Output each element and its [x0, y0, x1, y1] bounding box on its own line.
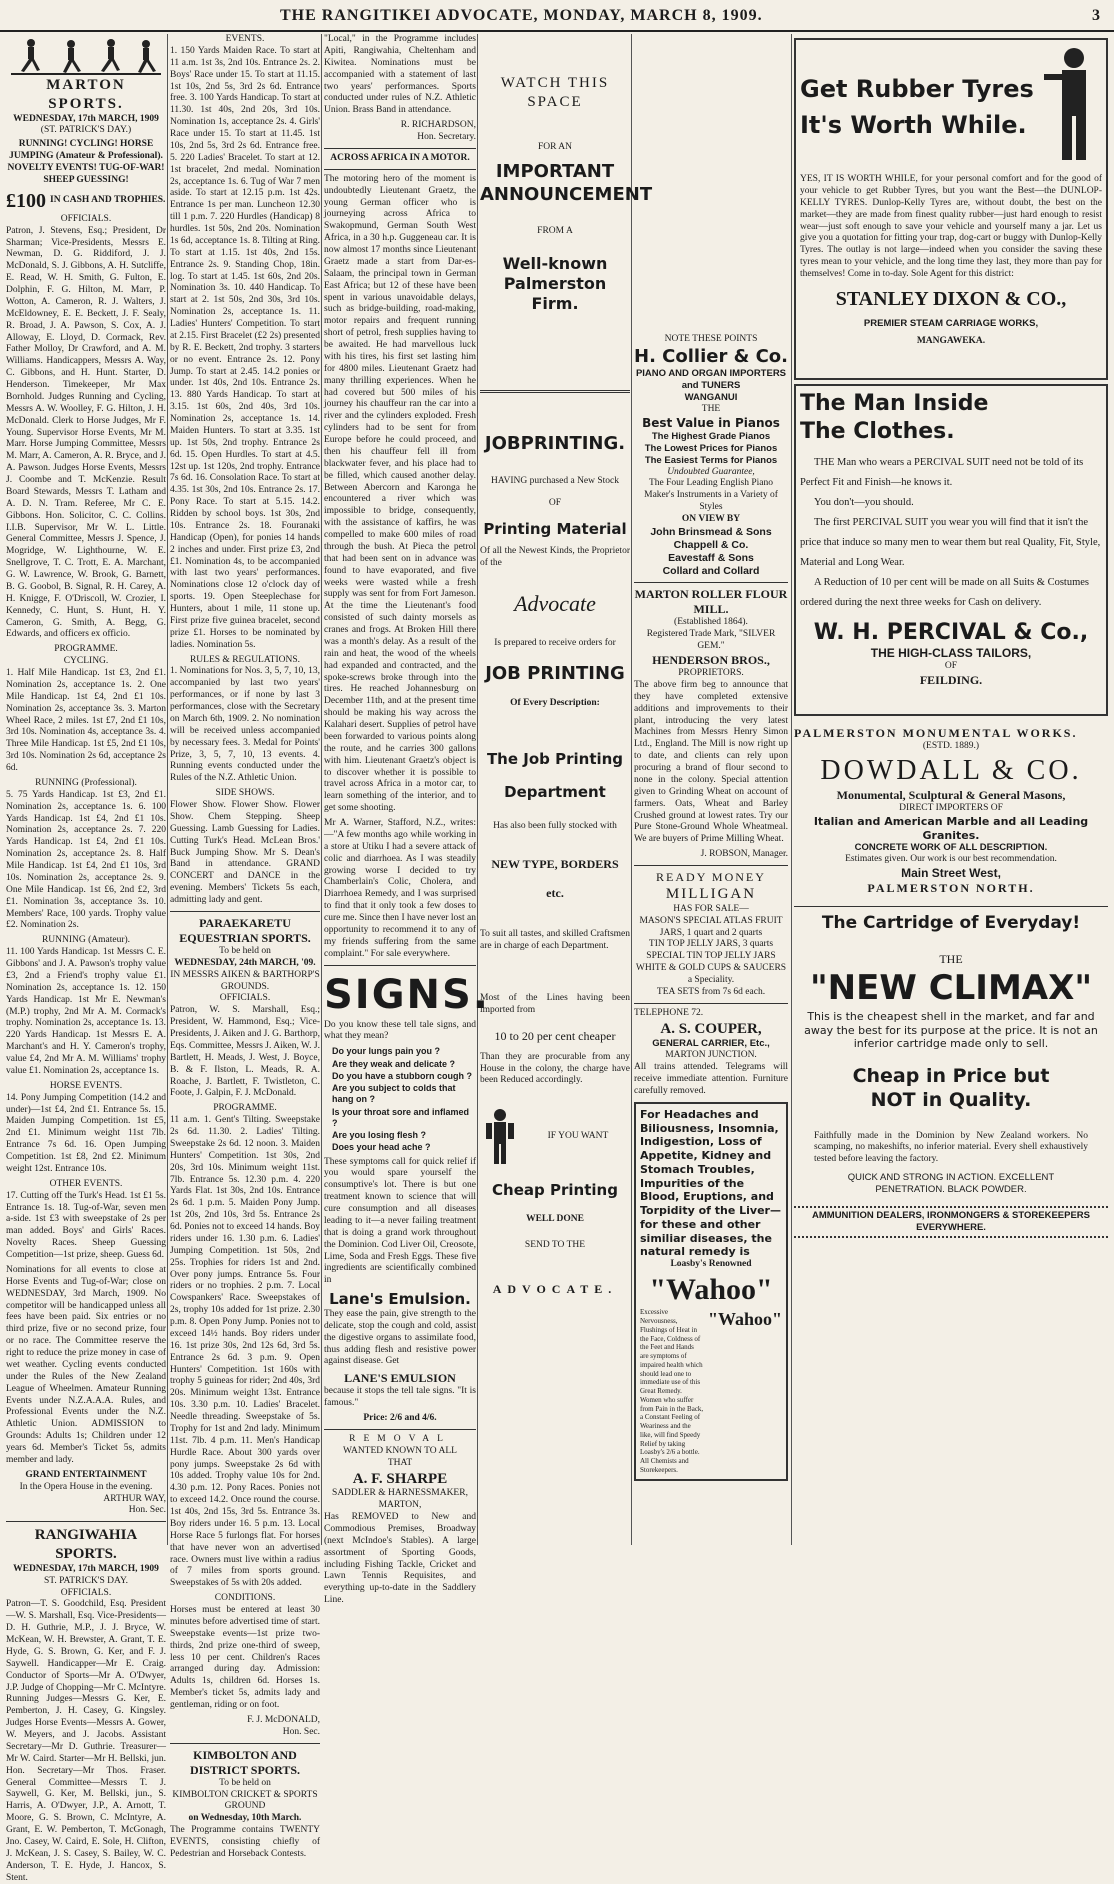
marton-subdate: (ST. PATRICK'S DAY.) — [40, 125, 132, 136]
horse-heading: HORSE EVENTS. — [49, 1080, 123, 1091]
column-divider — [321, 34, 322, 1545]
conditions-heading: CONDITIONS. — [214, 1593, 276, 1604]
wahoo-ad — [634, 1102, 788, 1481]
side-heading: SIDE SHOWS. — [215, 788, 275, 799]
paraekaretu-programme: 11 a.m. 1. Gent's Tilting. Sweepstake 2s 6d. 11.30. 2. Ladies' Tilting. Sweepstake 2s 6d. 12 noon. 3. Maiden Hunters' Competition. 1st 30s, 2nd 20s, 3rd 10s. Minimum weight 11st. 7lb. Entrance 5s. 12.30 p.m. 4. 220 Yards Flat. 1st 30s, 2nd 10s. Entrance 2s 6d. 1 p.m. 5. Maiden Pony Jump. 1st 20s, 2nd 10s, 3rd 5s. Entrance 2s 6d. Ponies not to exceed 14 hands. Boy riders under 16. 1.30 p.m. 6. Ladies' Jumping Competition. 1st 50s, 2nd 25s. Trophies for riders 1st and 2nd. Over pony jumps. Entrance 5s. Four riders or no trophies. 2 p.m. 7. Local Cowspankers' Race. Sweepstakes of 2s, trophy 10s added for 1st prize. 2.30 p.m. 8. Open Pony Jump. Ponies not to exceed 14½ hands. Boy riders under 16. 1st prize 30s, 2nd 12s 6d, 3rd 5s. Entrance 2s 6d. 3 p.m. 9. Open Hunters' Competition. 1st 160s with trophy 5 guineas for rider; 2nd 40s, 3rd 20s. Minimum weight 13st. Entrance 10s. 3.30 p.m. 10. Ladies' Bracelet. Needle threading. Sweepstake of 5s. Trophy for 1st and 2nd lady. Minimum 11st. 7lb. 4 p.m. 11. Men's Handicap Hurdle Race. About 300 yards over pony jumps. Sweepstake 2s 6d with 10s added. Trophy value 10s for 2nd. 4.30 p.m. 12. Pony Races. Ponies not to exceed 14.2. Once round the course. 1st 40s, 2nd 15s, 3rd 5s. Entrance 3s. Boy riders under 16. 5 p.m. 13. Local Horse Race 5 furlongs flat. For horses that have never won an advertised race. Owners must live within a radius of 7 miles from sports ground. Sweepstakes of 5s with 20s added. — [170, 1115, 320, 1589]
lanes-brand: Lane's Emulsion. — [329, 1290, 471, 1309]
question-item: Is your throat sore and inflamed ? — [332, 1106, 470, 1128]
question-item: Are they weak and delicate ? — [332, 1058, 456, 1069]
column-3 — [324, 34, 491, 1606]
having-text: HAVING purchased a New Stock — [490, 475, 620, 486]
removed-text: Has REMOVED to New and Commodious Premises, Broadway (next McIndoe's Stables). A large assortment of Sporting Goods, including Fishing Tackle, Cricket and Lawn Tennis Requisites, and everything up-to-date in the Saddlery Line. — [324, 1512, 476, 1606]
newspaper-title: THE RANGITIKEI ADVOCATE, MONDAY, MARCH 8, 1909. — [280, 7, 763, 24]
collier-name: H. Collier & Co. — [634, 345, 788, 367]
best-value: Best Value in Pianos — [642, 415, 780, 430]
mill-text: The above firm beg to announce that they have completed extensive additions and improvements to their plant, introducing the very latest Machines from Messrs Henry Simon Ltd., England. The Mill is now right up to date, and clients can rely upon procuring a brand of flour second to none in the colony. Special attention given to Grinding Wheat on account of farmers. Oats, Wheat and Barley Crushed ground at lowest rates. Try our Pure Stone-Ground Whole Wheatmeal. We are buyers of Prime Milling Wheat. — [634, 679, 788, 845]
paraekaretu-held: To be held on — [219, 945, 271, 956]
kimbolton-date: on Wednesday, 10th March. — [188, 1813, 302, 1824]
cheaper-text: 10 to 20 per cent cheaper — [494, 1028, 616, 1043]
column-4 — [480, 34, 653, 1545]
jobprinting-heading: JOBPRINTING. — [484, 433, 626, 455]
dealers-text: AMMUNITION DEALERS, IRONMONGERS & STOREKEEPERS EVERYWHERE. — [794, 1206, 1108, 1238]
masons: Monumental, Sculptural & General Masons, — [836, 787, 1066, 802]
rangiwahia-subdate: ST. PATRICK'S DAY. — [43, 1575, 129, 1586]
nominations-text: Nominations for all events to close at Horse Events and Tug-of-War; close on WEDNESDAY, 3rd March, 1909. No competitor will be handicapped unless all fees have been paid. Six entries or no third prize, five or no second prize, four or no race. The Committee reserve the right to reduce the prize money in case of wet weather. Cycling events conducted under the Rules of the New Zealand League of Wheelmen. Amateur Running Events under N.Z.A.A.A. Rules, and Professional Events under the N.Z. Athletic Union. ADMISSION to Grounds: Adults 1s; Children under 12 years 6d. Member's Ticket 5s, admits member and lady. — [6, 1264, 166, 1465]
guarantee: Undoubted Guarantee, — [667, 466, 755, 477]
other-heading: OTHER EVENTS. — [49, 1178, 123, 1189]
mangaweka: MANGAWEKA. — [916, 335, 986, 346]
officials-heading: OFFICIALS. — [60, 213, 112, 224]
faithfully-text: Faithfully made in the Dominion by New Zealand workers. No scamping, no makeshifts, no inferior material. Every shell exhaustively tested before leaving the factory. — [814, 1130, 1088, 1165]
local-note: "Local," in the Programme includes Apiti, Rangiwahia, Cheltenham and Kiwitea. Nominations must be accompanied with a statement of last two years' performances. Sports conducted under rules of N.Z. Athletic Union. Brass Band in attendance. — [324, 34, 476, 116]
programme-heading: PROGRAMME. — [54, 644, 118, 655]
column-divider — [631, 34, 632, 1545]
percival-text — [800, 453, 1102, 613]
piano-text: PIANO AND ORGAN IMPORTERS and TUNERS — [635, 368, 787, 392]
wahoo-brand-2: "Wahoo" — [707, 1309, 782, 1330]
man-figure-icon — [480, 1107, 520, 1167]
proprietors: PROPRIETORS. — [678, 668, 744, 678]
kimbolton-heading: KIMBOLTON AND DISTRICT SPORTS. — [189, 1747, 301, 1777]
percival-paragraph: You don't—you should. — [814, 496, 914, 508]
officials-list: Patron, J. Stevens, Esq.; President, Dr Sharman; Vice-Presidents, Messrs E. Newman, D. G. Riddiford, J. J. McDonald, S. J. Gibbons, A. H. Sutcliffe, E. Read, W. H. Smith, G. Fulton, E. Dolphin, F. G. Hilton, M. Marr, P. Wotton, A. Cameron, R. J. Walters, J. McEldowney, E. E. Beckett, J. F. Sealy, R. Broad, J. A. Pawson, S. Cox, A. J. Alloway, E. Lloyd, D. Cormack, Rev. Father Molloy, Dr Crawford, and A. M. Williams. Handicappers, Messrs A. Way, C. Gibbons, and H. Hunt. Starter, D. Henderson. Timekeeper, Mr Max Bornhold. Judges Running and Cycling, Messrs A. W. Woolley, F. G. Hilton, J. H. McDonald. Clerk to Horse Judges, Mr F. Young. Supervisor Horse Events, Mr M. Marr. Horse Jumping Committee, Messrs M. Marr, A. Cameron, A. R. Bryce, and J. A. Pawson. Judges Horse Events, Messrs J. Coombe and T. McKenzie. Result Board Stewards, Messrs T. Latham and A. D. N. Tram. Referee, Mr C. E. Gibbons. Hon. Solicitor, C. C. Collins. I.I.B. Supervisor, Mr W. L. Little. General Committee, Messrs J. Spence, J. Mogridge, W. Lighthourne, W. E. Snellgrove, T. C. Trott, E. A. Marchant, G. W. Lawrence, W. Brook, G. Barnett, B. G. Goobol, B. Signal, R. H. Carey, A. H. Knigge, F. O'Driscoll, W. Crozier, I. Kennedy, C. Hunt, S. Hunt, H. Y. Cameron, G. Smith, A. Begg, G. Edwards, and officers ex officio. — [6, 225, 166, 640]
rubber-head-2: It's Worth While. — [800, 111, 1027, 139]
horse-events: 14. Pony Jumping Competition (14.2 and under)—1st £4, 2nd £1. Entrance 5s. 15. Maiden Jumping Competition. 1st £5, 2nd £1. Minimum weight 11st 7lb. Entrance 7s 6d. 16. Open Jumping Competition. 1st £8, 2nd £2. Minimum weight 12st. Entrance 10s. — [6, 1092, 166, 1174]
suit-text: To suit all tastes, and skilled Craftsmen are in charge of each Department. — [480, 929, 630, 951]
dixon: STANLEY DIXON & CO., — [835, 287, 1067, 310]
quick-text: QUICK AND STRONG IN ACTION. EXCELLENT PENETRATION. BLACK POWDER. — [847, 1172, 1055, 1195]
piano-maker: Chappell & Co. — [673, 539, 749, 551]
column-divider — [477, 34, 478, 1545]
piano-maker: Eavestaff & Sons — [668, 552, 754, 565]
for-an: FOR AN — [537, 141, 573, 152]
lines-text: Most of the Lines having been imported from — [480, 992, 630, 1015]
sale-item: MASON'S SPECIAL ATLAS FRUIT JARS, 1 quart and 2 quarts — [639, 915, 783, 938]
sale-item: TIN TOP JELLY JARS, 3 quarts — [648, 939, 774, 950]
price-text: Price: 2/6 and 4/6. — [363, 1413, 437, 1423]
paraekaretu-officials: Patron, W. S. Marshall, Esq.; President, W. Hammond, Esq.; Vice-Presidents, J. Aiken and J. G. Barthorp, Eqs. Committee, Messrs J. Aiken, W. J. Bartlett, H. Meads, J. West, J. Boyce, B. & F. Ilston, L. Meads, R. A. Roache, J. Bartlett, F. Twistleton, C. Foote, J. Galpin, F. J. McDonald. — [170, 1005, 320, 1099]
rangiwahia-date: WEDNESDAY, 17th MARCH, 1909 — [13, 1563, 159, 1574]
paraekaretu-date: WEDNESDAY, 24th MARCH, '09. — [174, 957, 316, 968]
the-clothes: The Clothes. — [800, 418, 955, 444]
wahoo-small: Excessive Nervousness, Flushings of Heat in the Face, Coldness of the Feet and Hands are symptoms of impaired health which should lead one to immediate use of this Great Remedy. Women who suffer from Pain in the Back, a Constant Feeling of Weariness and the like, will find Speedy Relief by taking Loasby's 2/6 a bottle. All Chemists and Storekeepers. — [640, 1308, 704, 1474]
signs-lead: Do you know these tell tale signs, and what they mean? — [324, 1019, 476, 1042]
from-a: FROM A — [537, 226, 573, 237]
henderson: HENDERSON BROS., — [652, 653, 770, 667]
sale-item: SPECIAL TIN TOP JELLY JARS — [646, 951, 776, 962]
lanes-brand-2: LANE'S EMULSION — [344, 1371, 456, 1386]
wanted-text: WANTED KNOWN TO ALL — [343, 1445, 457, 1456]
rangiwahia-officials-heading: OFFICIALS. — [60, 1587, 112, 1598]
man-pointing-icon — [1042, 44, 1102, 164]
every-text: Of Every Description: — [510, 697, 600, 708]
rubber-head-1: Get Rubber Tyres — [800, 75, 1034, 103]
the-text: THE — [939, 952, 963, 967]
question-item: Do you have a stubborn cough ? — [332, 1070, 473, 1081]
palmerston-north: PALMERSTON NORTH. — [867, 881, 1035, 895]
kimbolton-text: The Programme contains TWENTY EVENTS, consisting chiefly of Pedestrian and Horseback Contests. — [170, 1825, 320, 1859]
signs-heading: SIGNS. — [324, 971, 491, 1018]
column-2 — [170, 34, 320, 1859]
question-item: Are you subject to colds that hang on ? — [332, 1083, 456, 1105]
stocked-text: Has also been fully stocked with — [493, 821, 617, 832]
signed-name: F. J. McDONALD, — [247, 1714, 320, 1725]
column-divider — [791, 34, 792, 1545]
dept-line-2: Department — [504, 782, 606, 801]
running-pro-heading: RUNNING (Professional). — [35, 777, 137, 788]
marton-events: RUNNING! CYCLING! HORSE JUMPING (Amateur & Professional). NOVELTY EVENTS! TUG-OF-WAR! SHEEP GUESSING! — [7, 139, 165, 185]
watch-heading: WATCH THIS SPACE — [500, 75, 610, 110]
percival-name: W. H. PERCIVAL & Co., — [813, 619, 1089, 645]
percival-paragraph: The first PERCIVAL SUIT you wear you will find that it isn't the price that induce so many men to wear them but real Quality, Fit, Style, Material and Long Wear. — [800, 516, 1101, 568]
paraekaretu-heading: PARAEKARETU EQUESTRIAN SPORTS. — [179, 915, 311, 945]
of-text: OF — [944, 661, 958, 671]
sale-list — [634, 916, 788, 999]
works: PREMIER STEAM CARRIAGE WORKS, — [863, 317, 1039, 329]
prepared-text: Is prepared to receive orders for — [494, 637, 616, 648]
that-text: THAT — [387, 1457, 413, 1468]
rangiwahia-heading: RANGIWAHIA SPORTS. — [34, 1527, 138, 1562]
rubber-text: YES, IT IS WORTH WHILE, for your personal comfort and for the good of your vehicle to get Rubber Tyres, but you want the Best—the DUNLOP-KELLY TYRES. Dunlop-Kelly Tyres are, without doubt, the best on the market—they are made from finest quality rubber—just hard enough to resist wear—just soft enough to save your vehicle and yourself many a jar. Let us give you a quotation for fitting your trap, dog-cart or buggy with Dunlop-Kelly Tyres. The outlay is not large—indeed when you consider the saving these tyres mean to your vehicle, and the long time they last, they more than pay for themselves! Come in to-day. Sole Agent for this district: — [800, 174, 1102, 279]
cycling-events: 1. Half Mile Handicap. 1st £3, 2nd £1. Nomination 2s, acceptance 1s. 2. One Mile Handicap. 1st £4, 2nd £1 10s. Nomination 2s, acceptance 3s. 3. Marton Wheel Race, 2 miles. 1st £7, 2nd £1 10s, 3rd 10s. Nomination 4s, acceptance 3s. 4. Three Mile Handicap. 1st £5, 2nd £1 10s, 3rd 10s. Nomination 2s 6d, acceptance 2s 6d. — [6, 668, 166, 773]
dowdall: DOWDALL & CO. — [820, 754, 1082, 786]
runners-illustration — [6, 34, 166, 76]
testimonial: Mr A. Warner, Stafford, N.Z., writes:—"A few months ago while working in a store at Utiku I had a severe attack of colic and diarrhoea. As I was steadily growing worse I decided to try Chamberlain's Colic, Cholera, and Diarrhoea Remedy, and I was surprised to find that it only took a few doses to cure me. Since then I have never lost an opportunity to recommend it to any of my friends suffering from the same complaint." For sale everywhere. — [324, 818, 476, 959]
piano-maker: John Brinsmead & Sons — [650, 525, 772, 538]
piano-makers — [634, 526, 788, 579]
paraekaretu-place: IN MESSRS AIKEN & BARTHORP'S GROUNDS. — [170, 969, 320, 992]
note-points: NOTE THESE POINTS — [664, 334, 758, 344]
kimbolton-held: To be held on — [219, 1777, 271, 1788]
estimates: Estimates given. Our work is our best recommendation. — [845, 854, 1057, 865]
established: (Established 1864). — [674, 617, 748, 628]
junction: MARTON JUNCTION. — [665, 1050, 757, 1061]
palmerston-firm: Well-known Palmerston Firm. — [502, 254, 608, 314]
rangiwahia-officials: Patron—T. S. Goodchild, Esq. President—W. S. Marshall, Esq. Vice-Presidents—D. H. Guthrie, M.P., J. J. Bryce, W. McKean, W. H. Brewster, A. Grant, T. E. Hyde, G. S. Brown, G. Ker, and F. J. Saywell. Handicapper—Mr E. Craig. Conductor of Sports—Mr A. O'Dwyer, J.P. Judge of Chopping—Mr C. McIntyre. Running Judges—Messrs G. Ker, E. Pemberton, J. H. Casey, G. Kingsley. Judges Horse Events—Messrs A. Gower, W. Meyers, and J. Jacobs. Assistant Secretary—Mr D. Guthrie. Treasurer—Mr W. Caird. Starter—Mr H. Bellski, jun. Hon. Secretary—Mr Thos. Fraser. General Committee—Messrs T. J. Saywell, G. Ker, M. Bellski, jun., S. Harris, A. O'Dwyer, J.P., A. Arnott, T. Moore, G. S. Brown, C. McIntyre, A. Grant, E. W. Pemberton, T. McGonagh, Jno. Casey, W. Caird, E. Sole, H. Clifton, J. McKean, J. S. Casey, S. Bailey, W. C. Anderson, T. E. Hyde, J. Hancox, S. Stent. — [6, 1599, 166, 1883]
page-number: 3 — [1092, 7, 1100, 24]
question-item: Are you losing flesh ? — [332, 1130, 427, 1140]
percival-paragraph: A Reduction of 10 per cent will be made on all Suits & Costumes ordered during the next three weeks for Cash on delivery. — [800, 576, 1090, 608]
because-text: because it stops the tell tale signs. "It is famous." — [324, 1386, 476, 1409]
cheap-printing: Cheap Printing — [492, 1181, 618, 1200]
signed-name: ARTHUR WAY, — [103, 1493, 166, 1504]
wahoo-brand: "Wahoo" — [649, 1272, 773, 1306]
on-view: ON VIEW BY — [681, 514, 741, 524]
grand-sub: In the Opera House in the evening. — [19, 1481, 153, 1492]
cartridge-heading: The Cartridge of Everyday! — [821, 913, 1081, 933]
milligan: MILLIGAN — [665, 886, 757, 902]
saddler-text: SADDLER & HARNESSMAKER, — [332, 1488, 468, 1499]
printing-material: Printing Material — [483, 519, 627, 538]
article-body: The motoring hero of the moment is undoubtedly Lieutenant Graetz, the young German officer who is journeying across Africa to Swakopmund, German South West Africa, in a 30 h.p. Guggeneau car. It is now almost 17 months since Lieutenant Graetz made a start from Dar-es-Salaam, the principal town in German East Africa; but 12 of these have been spent in various unavoidable delays, such as bridge-building, road-making, motor repairs and frequent running short of petrol, fresh supplies having to be awaited. He had marvellous luck with his tires, his first set lasting him for 4800 miles. Lieutenant Graetz had many thrilling experiences. When he had covered but 500 miles of his journey his chauffeur ran the car into a river and the cylinders exploded. Fresh cylinders had to be sent for from Europe before he could proceed, and then his chauffeur fell ill from blackwater fever, and his place had to be filled, which caused another delay. Between Abercorn and Karonga he encountered a river which was impossible to bridge, consequently, with the assistance of kaffirs, he was compelled to make 600 miles of road through the bush. At Pieca the petrol that had been sent on in advance was found to have evaporated, and five weeks were wasted while a fresh supply was sent for from Fort Jameson. At the time the Lieutenant's food consisted of such dainty morsels as cranes and frogs. At Broken Hill there was a month's delay. As a result of the rain and heat, the wood of the wheels had expanded and contracted, and the spoke-screws broke through into the tires. He reached Johannesburg on December 11th, and at the present time should be making his way across the Kalahari desert. Supplies of petrol have been forwarded to various points along the route, and he carries 300 gallons with him. Lieutenant Graetz's object is to discover whether it is possible to travel across Africa in a motor car, to learn something of the interior, and to get some shooting. — [324, 173, 476, 814]
marble: Italian and American Marble and all Leading Granites. — [813, 814, 1089, 842]
tailors: THE HIGH-CLASS TAILORS, — [870, 646, 1032, 660]
masthead — [0, 0, 1114, 32]
piano-points — [634, 431, 788, 467]
running-pro-events: 5. 75 Yards Handicap. 1st £3, 2nd £1. Nomination 2s, acceptance 1s. 6. 100 Yards Handicap. 1st £4, 2nd £1 10s. Nomination 2s, acceptance 2s. 7. 220 Yards Handicap. 1st £4, 2nd £1 10s. Nomination 2s, acceptance 2s. 8. Half Mile Handicap. 1st £4, 2nd £1 10s, 3rd 10s. Nomination 2s, acceptance 2s. 9. One Mile Handicap. 1st £6, 2nd £2, 3rd £1. Nomination 3s, acceptance 3s. 10. Members' Race, 100 yards. Trophy value £2. Nomination 2s. — [6, 789, 166, 931]
ease-text: They ease the pain, give strength to the delicate, stop the cough and cold, assist the digestive organs to assimilate food, thus adding flesh and resistive power against disease. Get — [324, 1308, 476, 1367]
send-to: SEND TO THE — [524, 1239, 586, 1250]
dept-line-1: The Job Printing — [486, 749, 624, 768]
prize-amount: £100 — [6, 189, 46, 212]
conditions-text: Horses must be entered at least 30 minutes before advertised time of start. Sweepstake events—1st prize two-thirds, 2nd prize one-third of sweep, less 10 per cent. Children's Races arranged during day. Admission: Adults 1s, children 6d. Horses 1s. Member's ticket 5s, admits lady and gentleman, riding or on foot. — [170, 1605, 320, 1710]
than-text: Than they are procurable from any House in the colony, the charge have been Reduced accordingly. — [480, 1051, 630, 1086]
importers: DIRECT IMPORTERS OF — [899, 802, 1003, 813]
rules-text: 1. Nominations for Nos. 3, 5, 7, 10, 13, accompanied by last two years' performances, or if none by last 3 performances, close with the Secretary on March 6th, 1909. 2. No nomination will be received unless accompanied by necessary fees. 3. Medal for Points' Prize, 3, 5, 7, 10, 13 events. 4. Running events conducted under the Rules of the N.Z. Athletic Union. — [170, 666, 320, 784]
events-heading: EVENTS. — [225, 34, 265, 44]
percival-paragraph: THE Man who wears a PERCIVAL SUIT need not be told of its Perfect Fit and Finish—he knows it. — [800, 457, 1084, 488]
signed-name: R. RICHARDSON, — [400, 120, 476, 131]
four-makers-text: The Four Leading English Piano Maker's Instruments in a Variety of Styles — [644, 478, 778, 513]
symptoms-text: These symptoms call for quick relief if you would spare yourself the consumptive's lot. There is but one treatment known to science that will cure consumption and all diseases leading to it—a never failing treatment that is doing a grand work throughout the Dominion. Cod Liver Oil, Creosote, Lime, Soda and Fresh Eggs. These five ingredients are scientifically combined in — [324, 1156, 476, 1286]
mill-heading: MARTON ROLLER FLOUR MILL. — [634, 587, 788, 617]
feilding: FEILDING. — [919, 672, 983, 687]
cycling-heading: CYCLING. — [63, 656, 109, 667]
running-am-events: 11. 100 Yards Handicap. 1st Messrs C. E. Gibbons' and J. A. Pawson's trophy value £3, 2nd a Friend's trophy value £1. Nomination 2s, acceptance 1s. 12. 150 Yards Handicap. 1st Mr E. Newman's (M.P.) trophy, 2nd Mr A. M. Cormack's trophy. Nomination 2s, acceptance 1s. 13. 220 Yards Handicap. 1st Messrs E. A. Marchant's and H. Y. Cameron's trophy, value £4, 2nd Mr A. M. Williams' trophy value £1. Nomination 2s, acceptance 1s. — [6, 947, 166, 1076]
rubber-tyres-ad — [794, 38, 1108, 380]
column-divider — [167, 34, 168, 1545]
signed-role: Hon. Sec. — [282, 1726, 320, 1737]
wahoo-lead: For Headaches and Biliousness, Insomnia, Indigestion, Loss of Appetite, Kidney and Stomach Troubles, Impurities of the Blood, Eruptions, and Torpidity of the Liver—for these and other similiar diseases, the natural remedy is — [640, 1107, 781, 1259]
man-inside: The Man Inside — [800, 391, 989, 416]
paraekaretu-officials-heading: OFFICIALS. — [219, 993, 271, 1004]
wanganui: WANGANUI — [684, 392, 738, 404]
question-item: Do your lungs pain you ? — [332, 1046, 440, 1057]
paraekaretu-programme-heading: PROGRAMME. — [213, 1103, 277, 1114]
newest-text: Of all the Newest Kinds, the Proprietor of the — [480, 546, 630, 569]
cheap-line-1: Cheap in Price but — [852, 1065, 1050, 1087]
if-you-want-block — [480, 1107, 630, 1167]
new-type: NEW TYPE, BORDERS — [491, 857, 619, 872]
column-1 — [6, 34, 166, 1883]
couper-text: All trains attended. Telegrams will receive immediate attention. Furniture carefully removed. — [634, 1062, 788, 1096]
questions-list — [332, 1046, 476, 1153]
advocate-caps: ADVOCATE. — [492, 1281, 618, 1296]
grand-entertainment: GRAND ENTERTAINMENT — [25, 1469, 147, 1480]
ready-money: READY MONEY — [656, 870, 766, 884]
trademark: Registered Trade Mark, "SILVER GEM." — [646, 629, 776, 652]
column-5 — [634, 34, 788, 1545]
cheapest-text: This is the cheapest shell in the market, and far and away the best for its purpose at the price. It is not an inferior cartridge made only to sell. — [804, 1009, 1098, 1051]
article-heading: ACROSS AFRICA IN A MOTOR. — [330, 152, 470, 163]
telephone: TELEPHONE 72. — [634, 1007, 704, 1018]
monumental-heading: PALMERSTON MONUMENTAL WORKS. — [794, 726, 1078, 740]
well-done: WELL DONE — [526, 1214, 584, 1224]
side-text: Flower Show. Flower Show. Flower Show. Chem Stepping. Sheep Guessing. Lamb Guessing for Ladies. Cutting Turk's Head. McLean Bros.' Buck Jumping Show. Mr S. Dean's Band in attendance. GRAND CONCERT and DANCE in the evening. Members' Tickets 5s each, admitting lady and gent. — [170, 800, 320, 905]
has-for-sale: HAS FOR SALE— — [673, 903, 749, 914]
carrier: GENERAL CARRIER, Etc., — [652, 1038, 770, 1050]
couper: A. S. COUPER, — [660, 1020, 762, 1037]
street: Main Street West, — [901, 866, 1001, 880]
prize-text: IN CASH AND TROPHIES. — [50, 195, 166, 206]
column-6 — [794, 34, 1108, 1545]
sale-item: TEA SETS from 7s 6d each. — [656, 986, 766, 997]
other-events: 17. Cutting off the Turk's Head. 1st £1 5s. Entrance 1s. 18. Tug-of-War, seven men a-side. 1st £3 with sweepstake of 2s per man added. Boys' and Girls' Races. Novelty Races. Sheep Guessing Competition—1st prize, sheep. Guess 6d. — [6, 1190, 166, 1260]
marton-text: MARTON, — [378, 1500, 422, 1511]
monumental-ad — [794, 726, 1108, 896]
signed-role: Hon. Sec. — [128, 1505, 166, 1516]
mill-manager: J. ROBSON, Manager. — [700, 849, 788, 860]
cheap-line-2: NOT in Quality. — [870, 1088, 1032, 1111]
advocate-logo: Advocate — [514, 591, 596, 616]
signed-role: Hon. Secretary. — [417, 132, 476, 142]
important-heading: IMPORTANT ANNOUNCEMENT — [480, 161, 653, 205]
rules-heading: RULES & REGULATIONS. — [189, 654, 301, 665]
kimbolton-ground: KIMBOLTON CRICKET & SPORTS GROUND — [172, 1789, 318, 1812]
estd: (ESTD. 1889.) — [922, 741, 980, 751]
of-text: OF — [548, 497, 562, 508]
loasby: Loasby's Renowned — [670, 1259, 752, 1269]
job-printing-big: JOB PRINTING — [485, 663, 625, 685]
if-you-want: IF YOU WANT — [547, 1131, 609, 1142]
marton-sports-heading: MARTON SPORTS. — [46, 77, 126, 112]
piano-point: The Highest Grade Pianos — [651, 430, 771, 442]
sharpe-name: A. F. SHARPE — [352, 1470, 448, 1487]
removal-heading: REMOVAL — [349, 1433, 451, 1444]
the-text: THE — [701, 404, 721, 414]
running-am-heading: RUNNING (Amateur). — [41, 935, 131, 946]
piano-point: The Lowest Prices for Pianos — [644, 442, 778, 454]
etc-text: etc. — [546, 886, 564, 901]
prize-line — [6, 189, 166, 214]
sale-item: WHITE & GOLD CUPS & SAUCERS a Speciality. — [635, 963, 787, 985]
question-item: Does your head ache ? — [332, 1142, 431, 1153]
marton-date: WEDNESDAY, 17th MARCH, 1909 — [13, 113, 159, 124]
piano-point: The Easiest Terms for Pianos — [644, 454, 778, 466]
concrete: CONCRETE WORK OF ALL DESCRIPTION. — [854, 842, 1048, 854]
climax-heading: "NEW CLIMAX" — [809, 968, 1093, 1009]
percival-ad — [794, 384, 1108, 716]
piano-maker: Collard and Collard — [662, 565, 760, 578]
events-list: 1. 150 Yards Maiden Race. To start at 11 a.m. 1st 3s, 2nd 10s. Entrance 2s. 2. Boys' Race under 15. To start at 11.15. 1st 10s, 2nd 5s, 3rd 2s 6d. Entrance free. 3. 100 Yards Handicap. To start at 11.30. 1st 40s, 2nd 20s, 3rd 10s. Nomination 1s, acceptance 2s. 4. Girls' Race under 15. To start at 11.45. 1st 10s, 2nd 5s, 3rd 2s 6d. Entrance free. 5. 220 Ladies' Bracelet. To start at 12. 1st bracelet, 2nd medal. Nomination 2s, acceptance 1s. 6. Tug of War 7 men aside. To start at 12.15 p.m. 1st 42s. Entrance 1s per man. Luncheon 12.30 till 1 p.m. 7. 220 Hurdles (Handicap) 8 hurdles. 1st 50s, 2nd 20s. Nomination 1s 6d, acceptance 1s. 8. Tilting at Ring. To start at 1.15. 1st 40s, 2nd 15s. Entrance 2s. 9. Standing Chop, 18in. log. To start at 1.45. 1st 60s, 2nd 20s. Nomination 3s. 10. 440 Handicap. To start at 2. 1st 50s, 2nd 30s, 3rd 10s. Nomination 2s, acceptance 1s. 11. Ladies' Hunters' Competition. To start at 2.15. First Bracelet (£2 2s) presented by R. E. Beckett, 2nd trophy. 3 starters or no event. Entrance 2s. 12. Pony Jump. To start at 2.45. 14.2 ponies or under. 1st 40s, 2nd 10s. Entrance 2s. 13. 880 Yards Handicap. To start at 3.15. 1st 60s, 2nd 40s, 3rd 10s. Nomination 2s, acceptance 1s. 14. Maiden Hunters. To start at 3.35. 1st up. 1st 50s, 2nd trophy. Entrance 2s 6d. 15. Open Hurdles. To start at 4.5. 12st up. 1st 120s, 2nd trophy. Entrance 7s 6d. 16. Consolation Race. To start at 4.35. 1st 30s, 2nd 10s. Entrance 2s. 17. Pony Race. To start at 5.15. 14.2. Ridden by school boys. 1st 30s, 2nd 10s. Entrance 2s. 18. Fouranaki Handicap (Open), for ponies 14 hands 2 inches and under. First prize £3, 2nd £1. Nomination 4s, to be accompanied with last two years' performances. Nominations close 12 o'clock day of sports. 19. Open Steeplechase for Hunters, about 1 mile, 11 stone up. First prize five guinea bracelet, second prize £1. Horses to be nominated by ladies. Nomination 5s. — [170, 45, 320, 650]
